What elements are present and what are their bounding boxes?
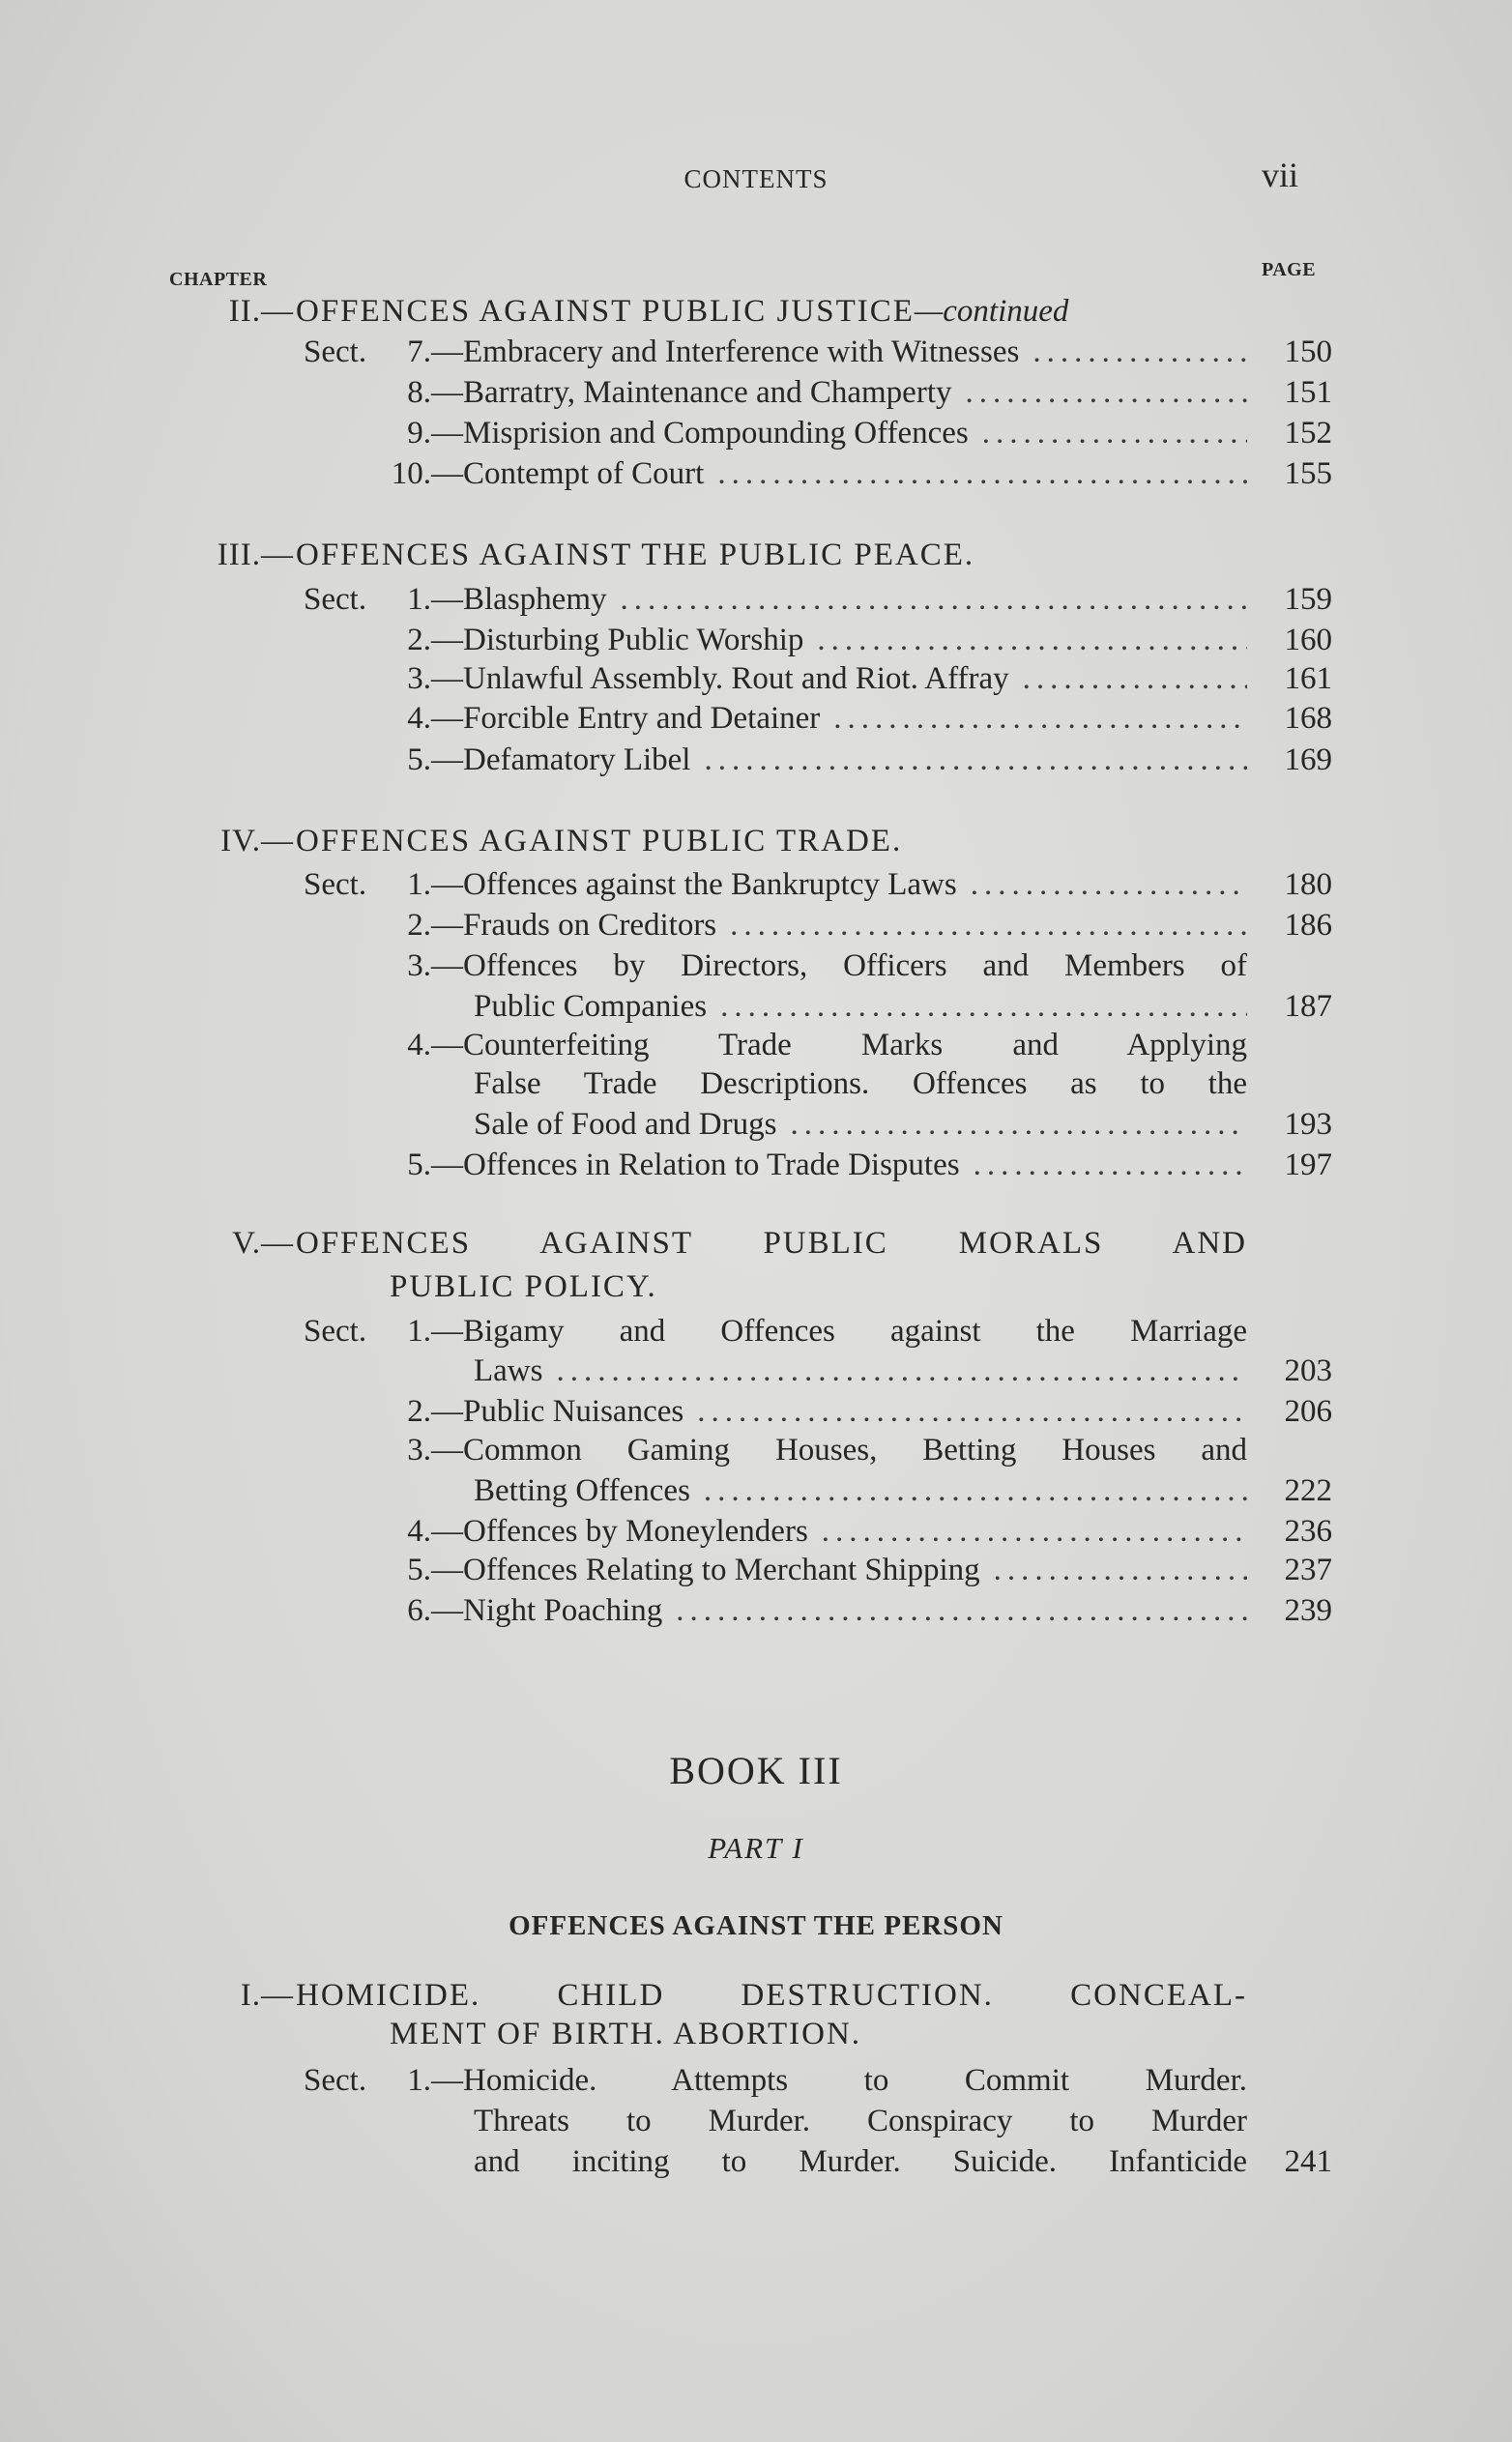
chapter-heading-line [0, 534, 1512, 576]
dot-leader [620, 578, 1247, 621]
section-number: 1. [407, 867, 431, 902]
chapter-title: MENT OF BIRTH. ABORTION. [390, 2017, 862, 2051]
section-number: 6. [407, 1593, 431, 1628]
chapter-continued-note: —continued [914, 294, 1069, 329]
page-number: 150 [1284, 334, 1332, 369]
page-number: 160 [1284, 623, 1332, 657]
section-title [431, 578, 1247, 621]
toc-entry-line [0, 1549, 1512, 1591]
section-title [431, 2059, 1247, 2102]
toc-entry-line [0, 1429, 1512, 1471]
section-title-text: and inciting to Murder. Suicide. Infanticide [474, 2144, 1247, 2179]
section-number: 7. [407, 334, 431, 369]
dot-leader [833, 697, 1247, 740]
chapter-title: OFFENCES AGAINST PUBLIC JUSTICE—continued [296, 294, 1069, 329]
dot-leader [822, 1510, 1247, 1553]
chapter-title: OFFENCES AGAINST THE PUBLIC PEACE. [296, 538, 975, 572]
section-title [431, 1390, 1247, 1433]
section-number: 1. [407, 1314, 431, 1349]
section-title-text: Public Companies [474, 989, 708, 1024]
toc-entry-line [0, 578, 1512, 621]
section-title-text: —Offences against the Bankruptcy Laws [431, 867, 957, 902]
section-number: 4. [407, 701, 431, 736]
section-title-text: —Frauds on Creditors [431, 908, 717, 943]
section-title [431, 619, 1247, 661]
section-title-text: —Offences Relating to Merchant Shipping [431, 1553, 980, 1587]
section-title [431, 863, 1247, 906]
page-folio: vii [1262, 156, 1299, 194]
toc-entry-line [0, 1144, 1512, 1186]
page-column-header: PAGE [1262, 259, 1317, 280]
toc-entry-line [0, 2140, 1512, 2183]
section-title-text: Laws [474, 1353, 543, 1388]
toc-entry-line [0, 904, 1512, 946]
page-number: 151 [1284, 375, 1332, 410]
section-title-text: —Offences by Directors, Officers and Members of [431, 948, 1247, 983]
book-title: BOOK III [669, 1749, 843, 1792]
section-title-text: —Blasphemy [431, 582, 607, 617]
dot-leader [966, 371, 1248, 414]
dot-leader [704, 739, 1247, 781]
chapter-title: OFFENCES AGAINST PUBLIC MORALS AND [296, 1226, 1247, 1261]
page-number: 152 [1284, 416, 1332, 451]
section-title [431, 657, 1247, 700]
page-number: 239 [1284, 1593, 1332, 1628]
section-title [474, 2100, 1247, 2142]
dot-leader [730, 904, 1247, 946]
dot-leader [817, 619, 1247, 661]
dot-leader [1023, 657, 1247, 700]
toc-entry-line [0, 1024, 1512, 1066]
page-number: 236 [1284, 1514, 1332, 1549]
sect-label: Sect. [304, 582, 367, 617]
page-number: 197 [1284, 1148, 1332, 1182]
section-number: 1. [407, 582, 431, 617]
section-title-text: Sale of Food and Drugs [474, 1107, 777, 1142]
section-title-text: —Offences by Moneylenders [431, 1514, 808, 1549]
dot-leader [676, 1589, 1247, 1632]
section-number: 3. [407, 948, 431, 983]
chapter-number: V.— [232, 1226, 294, 1261]
section-number: 5. [407, 1148, 431, 1182]
section-title-text: —Public Nuisances [431, 1394, 684, 1429]
section-title [431, 1144, 1247, 1186]
sect-label: Sect. [304, 2063, 367, 2098]
dot-leader [790, 1103, 1247, 1146]
dot-leader [994, 1549, 1247, 1591]
section-number: 1. [407, 2063, 431, 2098]
part-title: PART I [708, 1831, 804, 1865]
chapter-heading-line [0, 1265, 1512, 1308]
chapter-title: OFFENCES AGAINST PUBLIC TRADE. [296, 824, 903, 858]
section-title-text: —Defamatory Libel [431, 742, 691, 777]
toc-entry-line [0, 1390, 1512, 1433]
section-title-text: —Misprision and Compounding Offences [431, 416, 969, 451]
page-number: 155 [1284, 456, 1332, 491]
toc-entry-line [0, 371, 1512, 414]
dot-leader [1032, 331, 1247, 373]
section-number: 10. [391, 456, 431, 491]
dot-leader [556, 1350, 1247, 1392]
dot-leader [704, 1469, 1247, 1512]
section-title-text: —Forcible Entry and Detainer [431, 701, 821, 736]
section-title [474, 1103, 1247, 1146]
toc-entry-line [0, 2100, 1512, 2142]
chapter-heading-line [0, 820, 1512, 862]
section-title-text: —Disturbing Public Worship [431, 623, 804, 657]
section-title [431, 1589, 1247, 1632]
toc-entry-line [0, 1589, 1512, 1632]
page-number: 187 [1284, 989, 1332, 1024]
section-title-text: —Barratry, Maintenance and Champerty [431, 375, 952, 410]
dot-leader [697, 1390, 1247, 1433]
section-title-text: —Counterfeiting Trade Marks and Applying [431, 1028, 1247, 1062]
section-title [431, 945, 1247, 987]
page-number: 237 [1284, 1553, 1332, 1587]
chapter-number: I.— [240, 1978, 294, 2013]
section-title-text: False Trade Descriptions. Offences as to the [474, 1066, 1247, 1101]
section-title [431, 1510, 1247, 1553]
section-number: 3. [407, 1433, 431, 1468]
section-title-text: —Offences in Relation to Trade Disputes [431, 1148, 960, 1182]
chapter-number: IV.— [220, 824, 294, 858]
chapter-number: III.— [217, 538, 294, 572]
section-title [431, 1549, 1247, 1591]
page-number: 159 [1284, 582, 1332, 617]
section-title [431, 1310, 1247, 1352]
section-title-text: —Unlawful Assembly. Rout and Riot. Affray [431, 661, 1009, 696]
page-number: 161 [1284, 661, 1332, 696]
dot-leader [720, 985, 1247, 1028]
chapter-title: PUBLIC POLICY. [390, 1269, 657, 1304]
toc-entry-line [0, 452, 1512, 495]
toc-entry-line [0, 619, 1512, 661]
section-title [431, 331, 1247, 373]
page-number: 203 [1284, 1353, 1332, 1388]
section-title [474, 2140, 1247, 2183]
section-title-text: Betting Offences [474, 1473, 690, 1508]
section-title-text: Threats to Murder. Conspiracy to Murder [474, 2104, 1247, 2138]
dot-leader [717, 452, 1247, 495]
section-title [431, 412, 1247, 454]
toc-entry-line [0, 863, 1512, 906]
toc-entry-line [0, 1062, 1512, 1105]
section-title [474, 1350, 1247, 1392]
section-title-text: —Homicide. Attempts to Commit Murder. [431, 2063, 1247, 2098]
section-title [431, 739, 1247, 781]
chapter-heading-line [0, 2013, 1512, 2055]
page-number: 241 [1284, 2144, 1332, 2179]
toc-entry-line [0, 331, 1512, 373]
section-number: 4. [407, 1514, 431, 1549]
section-number: 4. [407, 1028, 431, 1062]
section-title [431, 904, 1247, 946]
page-number: 222 [1284, 1473, 1332, 1508]
page-number: 168 [1284, 701, 1332, 736]
dot-leader [982, 412, 1247, 454]
toc-entry-line [0, 1469, 1512, 1512]
section-title [474, 985, 1247, 1028]
section-title-text: —Common Gaming Houses, Betting Houses and [431, 1433, 1247, 1468]
section-number: 2. [407, 1394, 431, 1429]
section-number: 5. [407, 742, 431, 777]
chapter-heading-line [0, 290, 1512, 333]
chapter-heading-line [0, 1222, 1512, 1265]
section-title [431, 1024, 1247, 1066]
section-title [431, 452, 1247, 495]
toc-entry-line [0, 697, 1512, 740]
section-title [474, 1469, 1247, 1512]
page-number: 193 [1284, 1107, 1332, 1142]
section-number: 5. [407, 1553, 431, 1587]
section-title-text: —Contempt of Court [431, 456, 705, 491]
section-number: 9. [407, 416, 431, 451]
sect-label: Sect. [304, 1314, 367, 1349]
toc-entry-line [0, 1510, 1512, 1553]
section-number: 2. [407, 908, 431, 943]
toc-entry-line [0, 1103, 1512, 1146]
sect-label: Sect. [304, 334, 367, 369]
sect-label: Sect. [304, 867, 367, 902]
running-title: CONTENTS [683, 164, 829, 193]
toc-entry-line [0, 412, 1512, 454]
chapter-heading-line [0, 1974, 1512, 2017]
part-subject: OFFENCES AGAINST THE PERSON [509, 1910, 1003, 1941]
section-title-text: —Bigamy and Offences against the Marriage [431, 1314, 1247, 1349]
section-title-text: —Night Poaching [431, 1593, 663, 1628]
section-number: 8. [407, 375, 431, 410]
page-number: 186 [1284, 908, 1332, 943]
toc-entry-line [0, 2059, 1512, 2102]
page-number: 169 [1284, 742, 1332, 777]
toc-entry-line [0, 945, 1512, 987]
section-title [431, 697, 1247, 740]
toc-entry-line [0, 985, 1512, 1028]
section-title [474, 1062, 1247, 1105]
section-title [431, 371, 1247, 414]
toc-entry-line [0, 739, 1512, 781]
page-number: 206 [1284, 1394, 1332, 1429]
section-number: 3. [407, 661, 431, 696]
dot-leader [971, 863, 1247, 906]
chapter-title: HOMICIDE. CHILD DESTRUCTION. CONCEAL- [296, 1978, 1247, 2013]
toc-entry-line [0, 1310, 1512, 1352]
toc-entry-line [0, 657, 1512, 700]
section-title-text: —Embracery and Interference with Witnesses [431, 334, 1020, 369]
chapter-number: II.— [228, 294, 294, 329]
dot-leader [974, 1144, 1247, 1186]
section-title [431, 1429, 1247, 1471]
section-number: 2. [407, 623, 431, 657]
toc-entry-line [0, 1350, 1512, 1392]
page-number: 180 [1284, 867, 1332, 902]
chapter-column-header: CHAPTER [169, 269, 268, 290]
